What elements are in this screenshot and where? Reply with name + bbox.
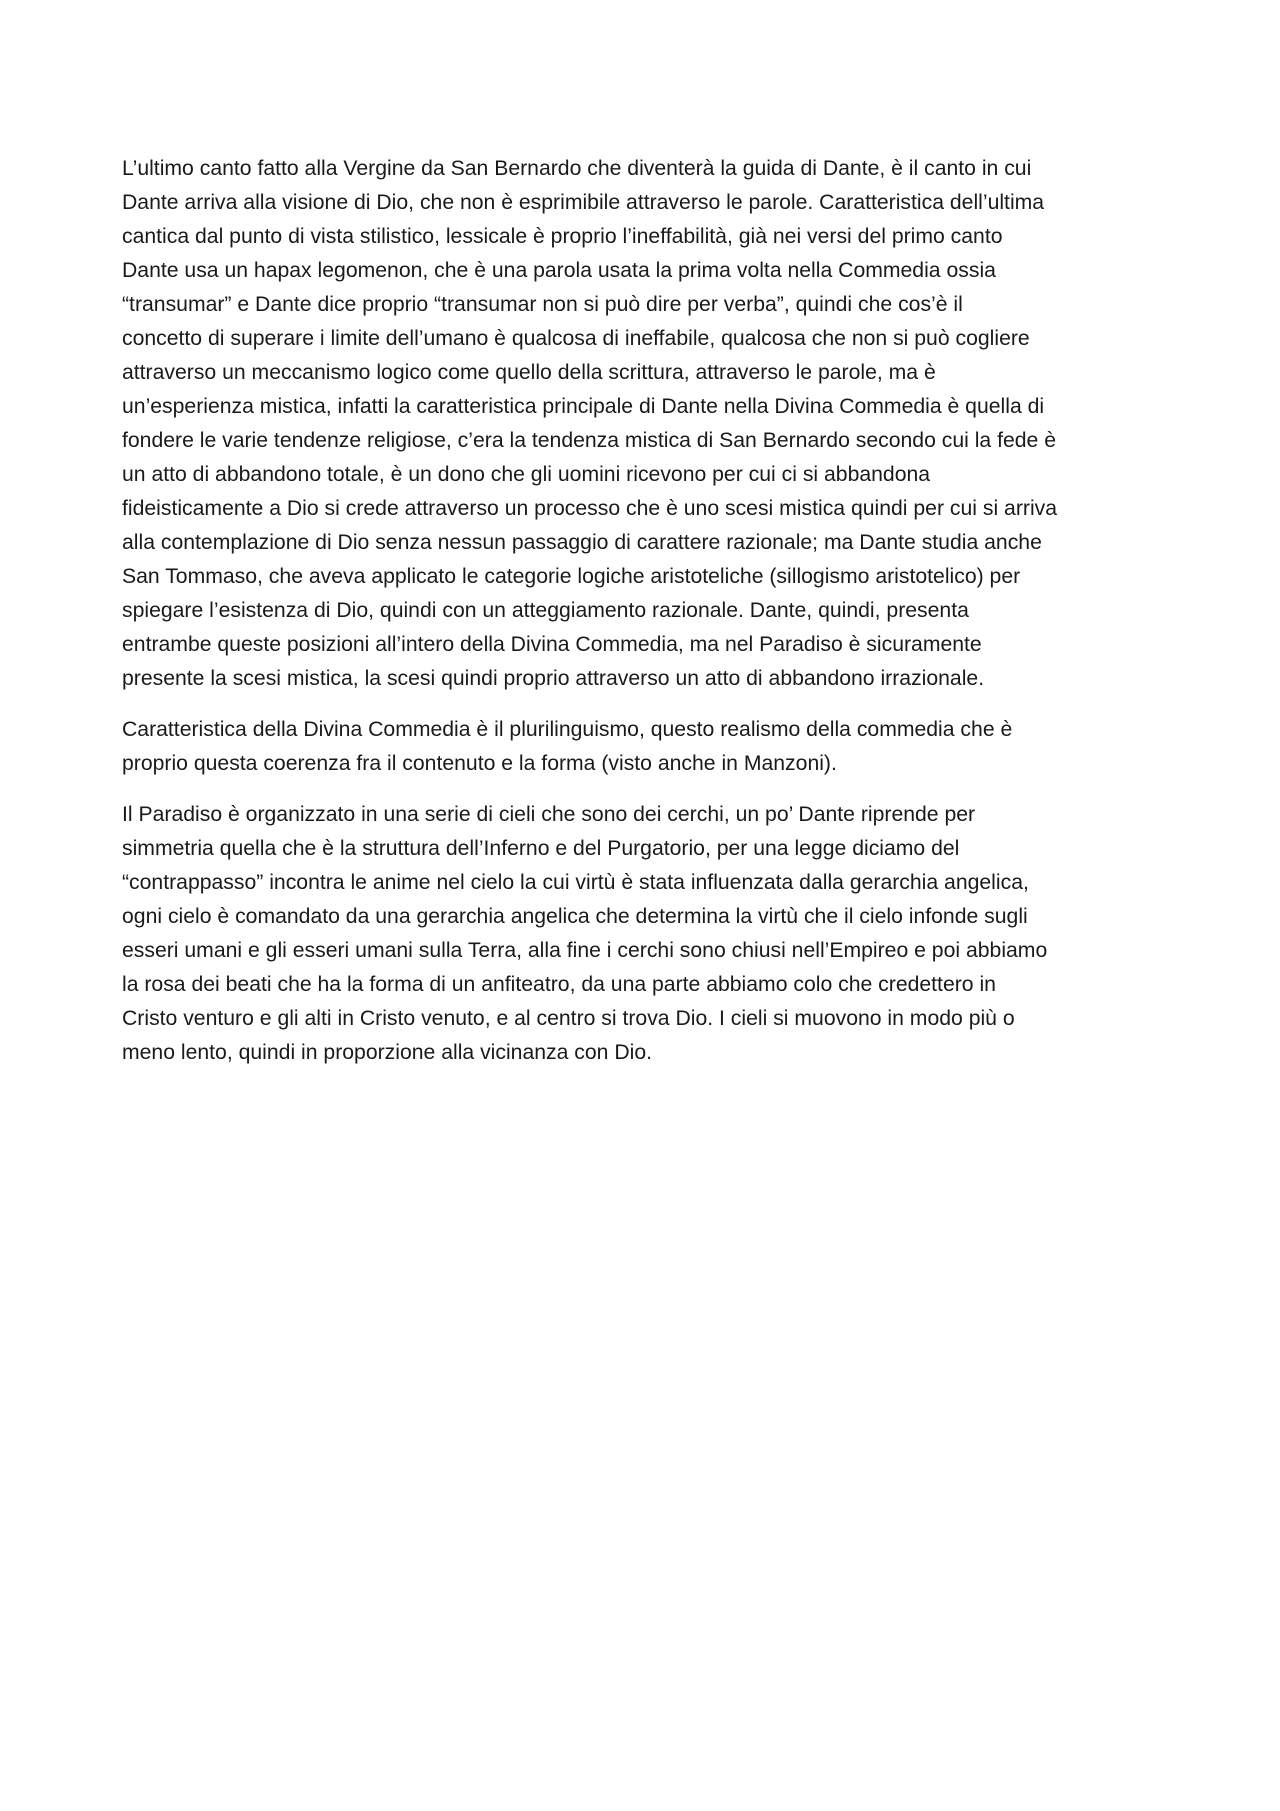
text-line: Dante usa un hapax legomenon, che è una parola usata la prima volta nella Commedia ossia [122,259,996,282]
text-line: concetto di superare i limite dell’umano è qualcosa di ineffabile, qualcosa che non si può cogliere [122,327,1030,350]
text-line: “contrappasso” incontra le anime nel cielo la cui virtù è stata influenzata dalla gerarchia angelica, [122,871,1029,894]
text-line: L’ultimo canto fatto alla Vergine da San Bernardo che diventerà la guida di Dante, è il canto in cui [122,157,1032,180]
text-line: meno lento, quindi in proporzione alla vicinanza con Dio. [122,1041,653,1064]
text-line: presente la scesi mistica, la scesi quindi proprio attraverso un atto di abbandono irrazionale. [122,667,985,690]
text-line: un atto di abbandono totale, è un dono che gli uomini ricevono per cui ci si abbandona [122,463,931,486]
document-body [122,152,1162,1087]
text-line: simmetria quella che è la struttura dell’Inferno e del Purgatorio, per una legge diciamo del [122,837,960,860]
text-line: Il Paradiso è organizzato in una serie di cieli che sono dei cerchi, un po’ Dante riprende per [122,803,976,826]
text-line: ogni cielo è comandato da una gerarchia angelica che determina la virtù che il cielo infonde sugli [122,905,1028,928]
text-line: entrambe queste posizioni all’intero della Divina Commedia, ma nel Paradiso è sicuramente [122,633,982,656]
text-line: Cristo venturo e gli alti in Cristo venuto, e al centro si trova Dio. I cieli si muovono in modo più o [122,1007,1015,1030]
text-line: Dante arriva alla visione di Dio, che non è esprimibile attraverso le parole. Caratteristica dell’ultima [122,191,1045,214]
text-line: la rosa dei beati che ha la forma di un anfiteatro, da una parte abbiamo colo che credettero in [122,973,996,996]
text-line: attraverso un meccanismo logico come quello della scrittura, attraverso le parole, ma è [122,361,936,384]
text-line: fideisticamente a Dio si crede attraverso un processo che è uno scesi mistica quindi per cui si arriva [122,497,1058,520]
text-line: San Tommaso, che aveva applicato le categorie logiche aristoteliche (sillogismo aristotelico) per [122,565,1021,588]
paragraph-1 [122,152,1162,696]
text-line: “transumar” e Dante dice proprio “transumar non si può dire per verba”, quindi che cos’è il [122,293,963,316]
text-line: un’esperienza mistica, infatti la caratteristica principale di Dante nella Divina Commedia è quella di [122,395,1045,418]
text-line: fondere le varie tendenze religiose, c’era la tendenza mistica di San Bernardo secondo cui la fede è [122,429,1056,452]
text-line: alla contemplazione di Dio senza nessun passaggio di carattere razionale; ma Dante studia anche [122,531,1042,554]
text-line: proprio questa coerenza fra il contenuto e la forma (visto anche in Manzoni). [122,752,837,775]
text-line: Caratteristica della Divina Commedia è il plurilinguismo, questo realismo della commedia che è [122,718,1013,741]
text-line: cantica dal punto di vista stilistico, lessicale è proprio l’ineffabilità, già nei versi del primo canto [122,225,1003,248]
paragraph-3 [122,798,1162,1070]
text-line: spiegare l’esistenza di Dio, quindi con un atteggiamento razionale. Dante, quindi, presenta [122,599,969,622]
paragraph-2 [122,713,1162,781]
text-line: esseri umani e gli esseri umani sulla Terra, alla fine i cerchi sono chiusi nell’Empireo e poi abbiamo [122,939,1048,962]
